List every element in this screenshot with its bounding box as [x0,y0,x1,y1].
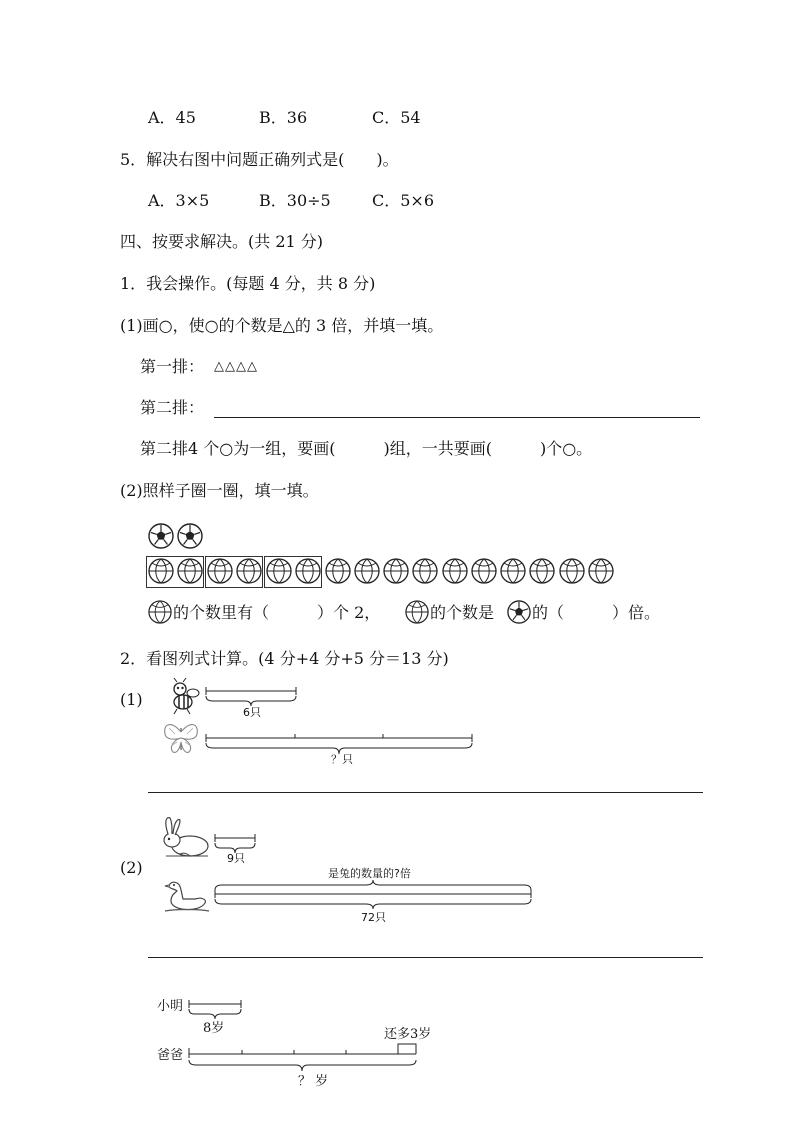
q5-option-a: A．3×5 [148,191,210,210]
soccer-ball-icon [148,523,174,549]
butterfly-icon [161,720,201,756]
part1-title: 1．我会操作。(每题 4 分，共 8 分) [120,274,376,293]
row2-fill-sentence: 第二排4 个○为一组，要画( )组，一共要画( )个○。 [140,439,593,458]
basketball-icon [148,600,172,624]
sub3-xm-value: 8岁 [203,1021,225,1036]
sub3-bb-label: 爸爸 [157,1048,184,1063]
sub3-xm-label: 小明 [157,999,184,1014]
sub1-top-label: 6只 [243,706,261,719]
part1-sub1-stem: (1)画○，使○的个数是△的 3 倍，并填一填。 [120,316,444,335]
sub2-fill-part3: 的（ ）倍。 [532,603,661,622]
sub3-xm-brace [188,1000,242,1020]
bee-icon [163,678,201,716]
q5-stem: 5．解决右图中问题正确列式是( )。 [120,150,399,169]
duck-icon [165,877,209,915]
q4-option-a: A．45 [148,108,196,127]
sub2-fill-part1: 的个数里有（ ）个 2， [173,603,381,622]
sub3-bb-brace [188,1040,420,1076]
row2-label: 第二排： [140,398,205,417]
basketball-row [148,558,618,586]
basketball-icon [405,600,429,624]
section-heading: 四、按要求解决。(共 21 分) [120,232,324,251]
sub2-answer-line[interactable] [148,957,703,958]
sub2-bottom-label: 72只 [361,911,386,924]
sub1-bottom-label: ？只 [331,753,353,766]
sub2-rabbit-brace [214,834,256,854]
q5-option-c: C．5×6 [372,191,435,210]
q5-option-b: B．30÷5 [259,191,331,210]
sub1-answer-line[interactable] [148,792,703,793]
part2-sub1-label: (1) [120,690,143,709]
part2-sub2-label: (2) [120,858,143,877]
sub3-bottom-label: ？ 岁 [298,1074,329,1089]
part2-title: 2．看图列式计算。(4 分+4 分+5 分＝13 分) [120,649,449,668]
sub2-fill-part2: 的个数是 [430,603,495,622]
row2-answer-line[interactable] [214,417,700,418]
q4-option-c: C．54 [372,108,421,127]
sub1-bee-brace [205,687,297,707]
sub2-brace-top-label: 是兔的数量的?倍 [328,867,411,880]
part1-sub2-stem: (2)照样子圈一圈，填一填。 [120,481,319,500]
row1-label: 第一排： [140,357,205,376]
sub3-extra-label: 还多3岁 [384,1027,432,1042]
soccer-ball-icon [177,523,203,549]
rabbit-icon [160,816,212,858]
row1-triangles: △△△△ [214,359,258,374]
sub2-duck-brace [214,880,532,910]
sub2-top-label: 9只 [227,852,245,865]
soccer-ball-icon [507,600,531,624]
q4-option-b: B．36 [259,108,308,127]
